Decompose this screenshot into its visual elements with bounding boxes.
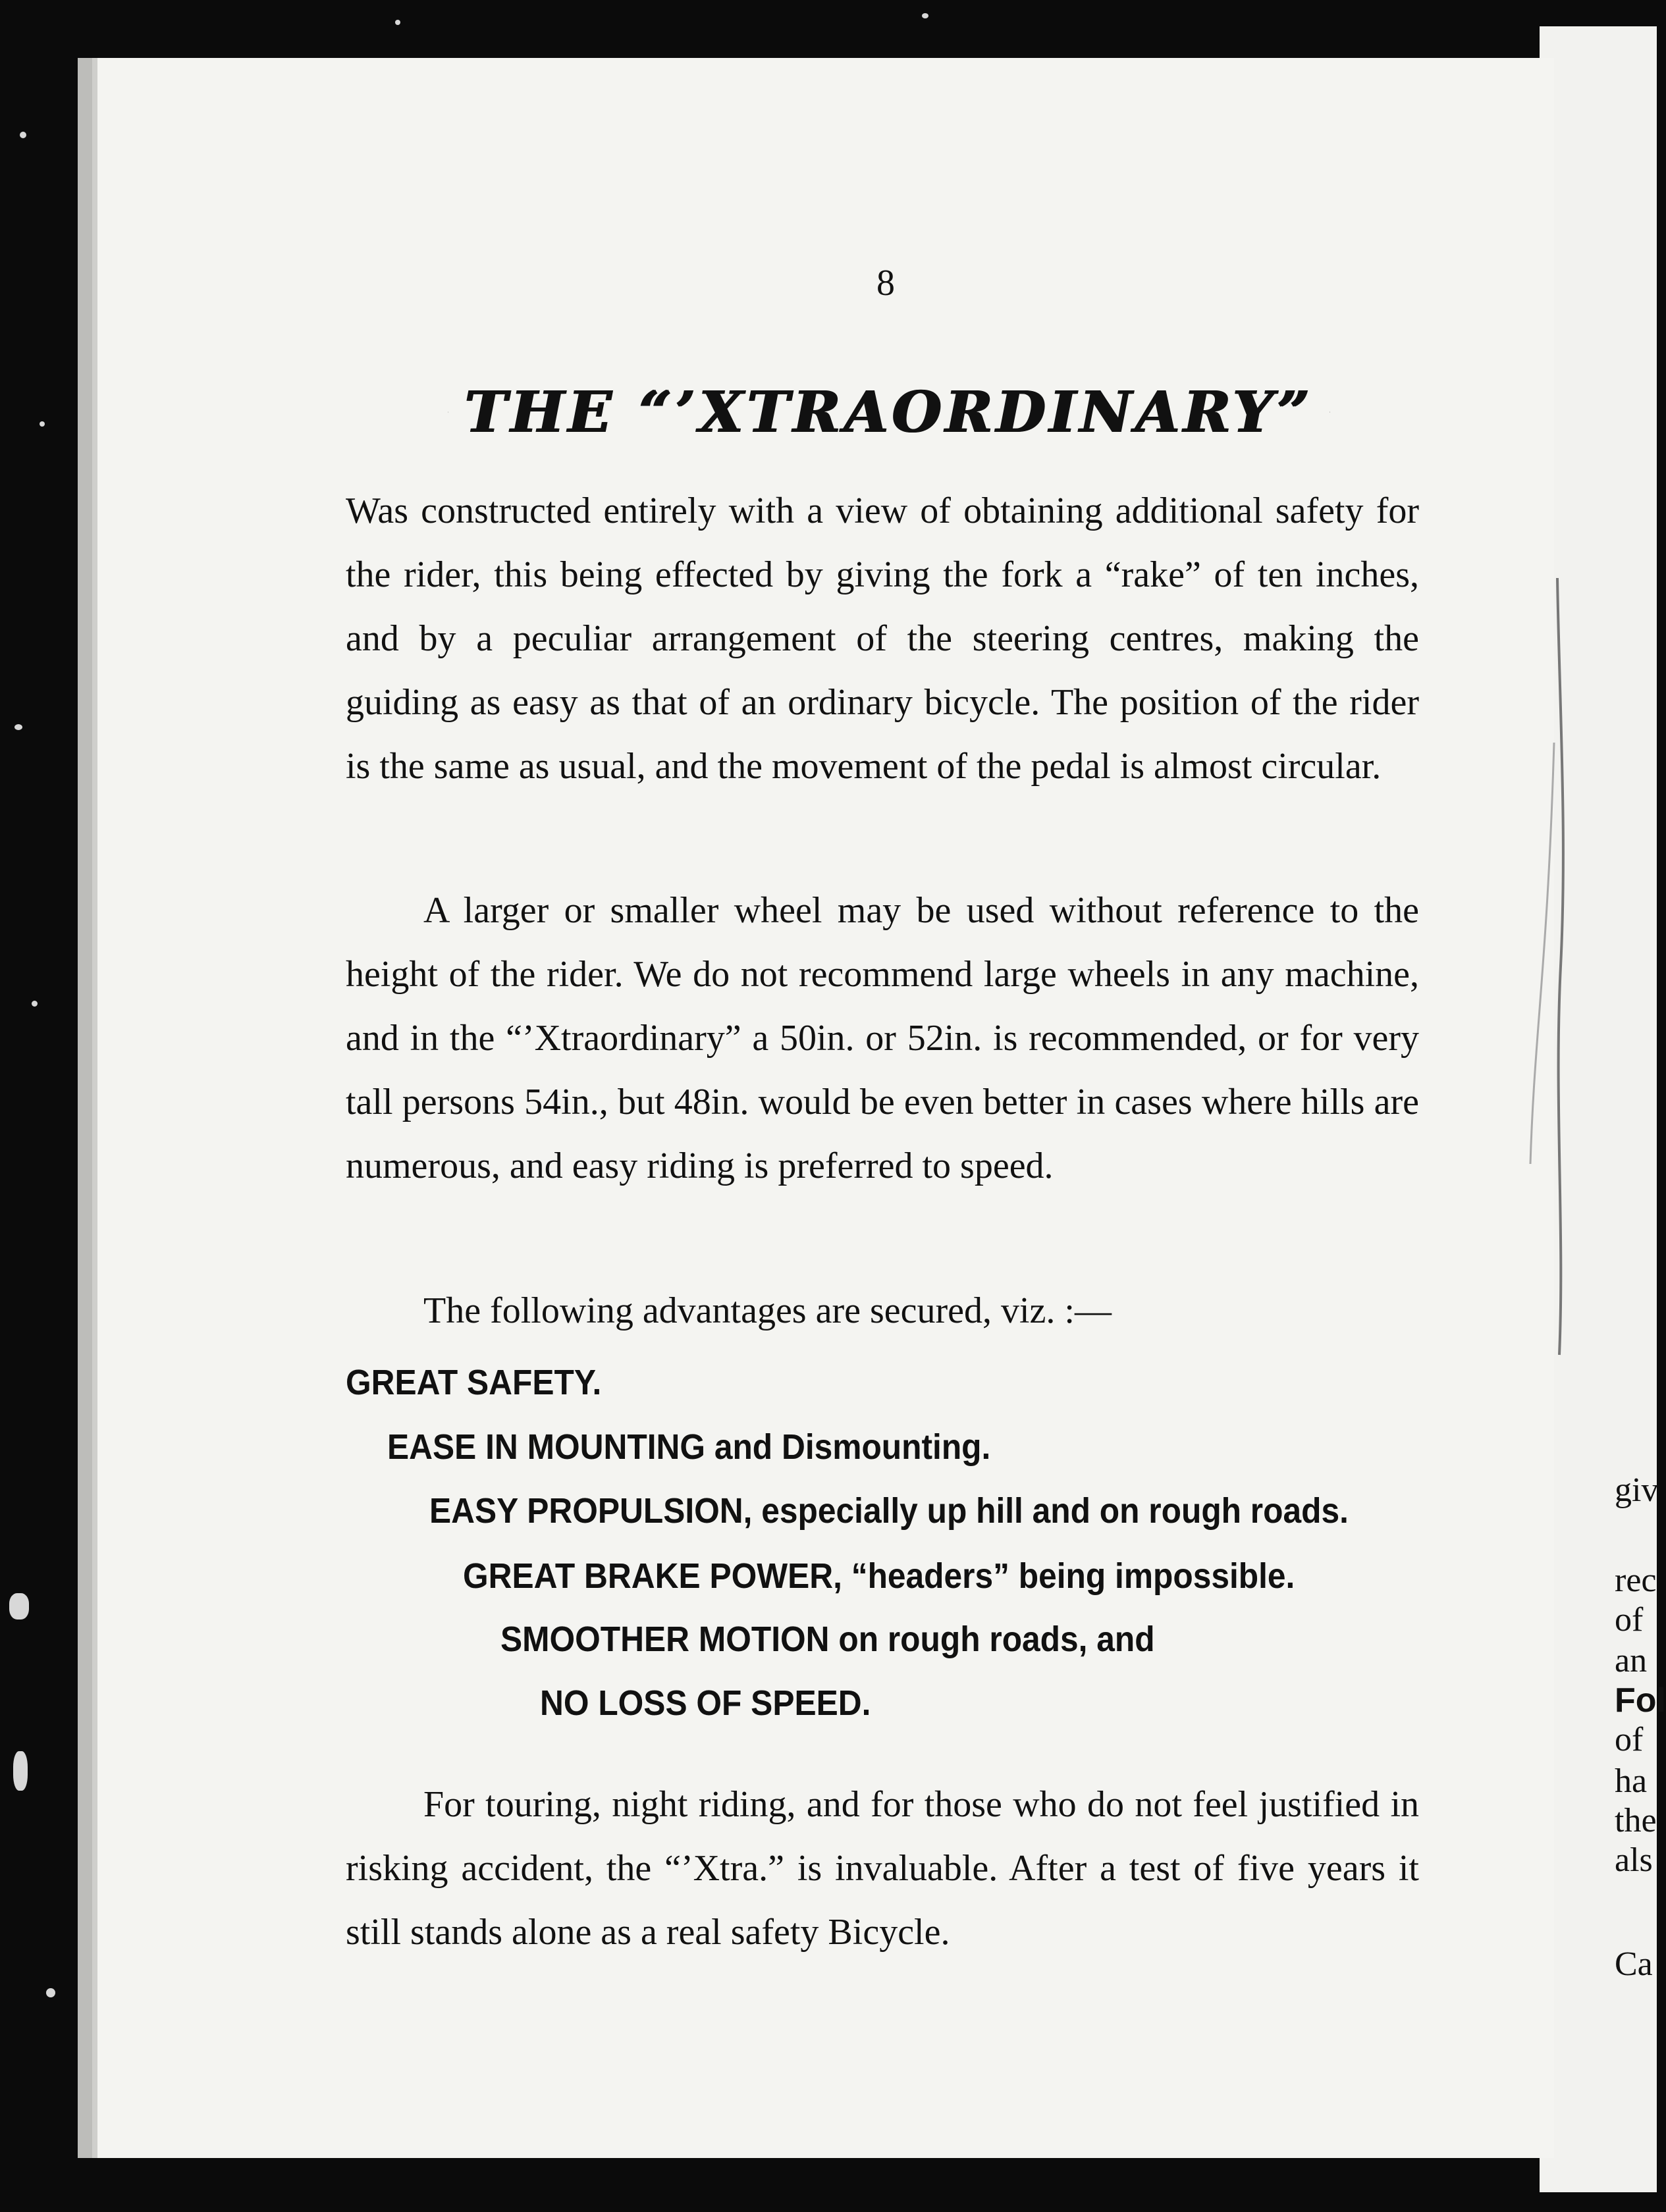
paragraph-advantages-intro: [346, 1279, 1419, 1343]
facing-fragment: Fol: [1615, 1681, 1666, 1720]
paragraph-wheel-size: [346, 879, 1419, 1198]
page-title: [448, 373, 1330, 452]
advantage-item: EASY PROPULSION, especially up hill and on rough roads.: [429, 1491, 1349, 1531]
paragraph-touring: [346, 1773, 1419, 1964]
advantage-item: EASE IN MOUNTING and Dismounting.: [387, 1427, 991, 1467]
advantage-item: SMOOTHER MOTION on rough roads, and: [500, 1620, 1155, 1659]
facing-fragment: of: [1615, 1601, 1644, 1639]
facing-fragment: giv: [1615, 1471, 1659, 1509]
show-through-mark: [1528, 571, 1587, 1361]
document-page: [78, 58, 1554, 2158]
facing-fragment: als: [1615, 1841, 1653, 1879]
facing-fragment: ha: [1615, 1762, 1648, 1800]
advantage-item: GREAT BRAKE POWER, “headers” being impossible.: [463, 1556, 1295, 1596]
title-text: THE “’XTRAORDINARY”: [464, 379, 1314, 446]
paragraph-text: A larger or smaller wheel may be used without reference to the height of the rider. We do not recommend large wheels in any machine, and in the “’Xtraordinary” a 50in. or 52in. is recommended, or for very tall persons 54in., but 48in. would be even better in cases where hills are numerous, and easy riding is preferred to speed.: [346, 890, 1419, 1186]
facing-fragment: the: [1615, 1802, 1657, 1839]
facing-fragment: rec: [1615, 1562, 1657, 1599]
facing-fragment: Ca: [1615, 1945, 1653, 1983]
paragraph-text: Was constructed entirely with a view of obtaining additional safety for the rider, this being effected by giving the fork a “rake” of ten inches, and by a peculiar arrangement of the steering centres, making the guiding as easy as that of an ordinary bicycle. The position of the rider is the same as usual, and the movement of the pedal is almost circular.: [346, 490, 1419, 787]
paragraph-text: For touring, night riding, and for those who do not feel justified in risking accident, the “’Xtra.” is invaluable. After a test of five years it still stands alone as a real safety Bicycle.: [346, 1784, 1419, 1953]
paragraph-text: The following advantages are secured, viz. :—: [423, 1290, 1112, 1331]
facing-fragment: an: [1615, 1642, 1648, 1679]
facing-fragment: of: [1615, 1721, 1644, 1758]
advantage-item: NO LOSS OF SPEED.: [540, 1683, 871, 1723]
page-number: 8: [876, 263, 895, 303]
paragraph-construction: [346, 479, 1419, 799]
advantage-item: GREAT SAFETY.: [346, 1363, 602, 1402]
